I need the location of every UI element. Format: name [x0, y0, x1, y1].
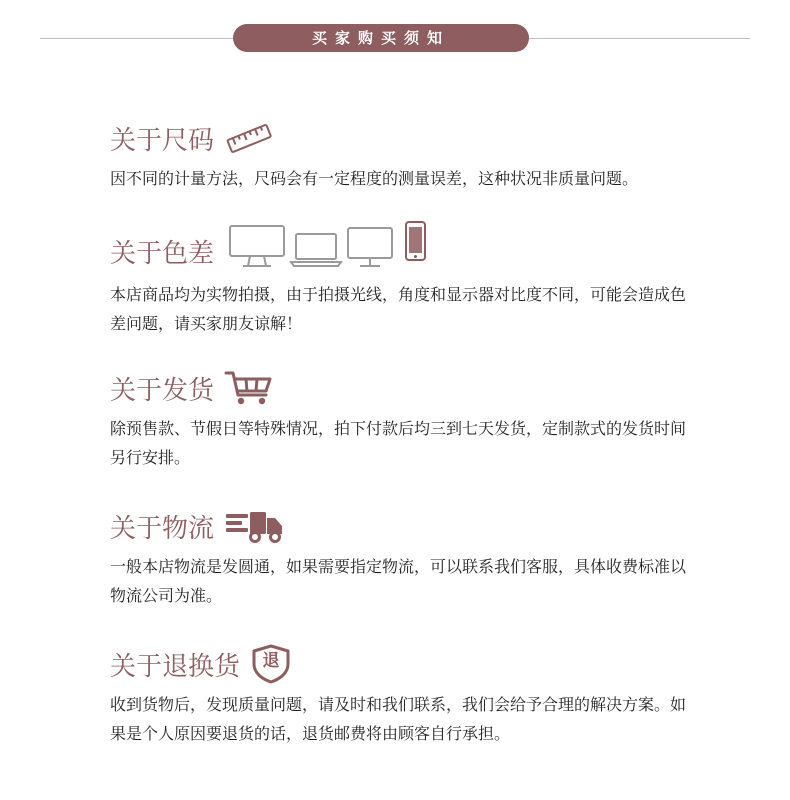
section-shipping — [110, 368, 710, 472]
section-title: 关于退换货 — [110, 651, 241, 682]
section-size — [110, 118, 710, 193]
truck-icon — [224, 509, 286, 543]
section-body: 一般本店物流是发圆通，如果需要指定物流，可以联系我们客服，具体收费标准以物流公司为准。 — [110, 557, 687, 605]
section-title: 关于色差 — [110, 239, 215, 269]
section-title: 关于发货 — [110, 375, 215, 406]
section-body: 本店商品均为实物拍摄，由于拍摄光线，角度和显示器对比度不同，可能会造成色差问题，请买家朋友谅解！ — [110, 285, 687, 333]
header-title: 买家购买须知 — [233, 24, 529, 52]
section-title-row — [110, 368, 710, 408]
return-shield-label: 退 — [262, 651, 280, 671]
ruler-icon — [224, 122, 274, 154]
devices-icon — [228, 220, 428, 272]
header — [0, 20, 790, 54]
section-body: 除预售款、节假日等特殊情况，拍下付款后均三到七天发货，定制款式的发货时间另行安排。 — [110, 419, 687, 467]
section-returns — [110, 644, 710, 748]
section-title-row — [110, 506, 710, 546]
section-title: 关于物流 — [110, 513, 215, 544]
section-title-row — [110, 218, 710, 274]
cart-icon — [224, 369, 274, 407]
section-body: 收到货物后，发现质量问题，请及时和我们联系，我们会给予合理的解决方案。如果是个人原因要退货的话，退货邮费将由顾客自行承担。 — [110, 695, 687, 743]
section-logistics — [110, 506, 710, 610]
section-title-row — [110, 118, 710, 158]
return-shield-icon — [250, 644, 292, 684]
section-title-row — [110, 644, 710, 684]
section-color — [110, 218, 710, 338]
section-body: 因不同的计量方法，尺码会有一定程度的测量误差，这种状况非质量问题。 — [110, 169, 639, 188]
section-title: 关于尺码 — [110, 125, 215, 156]
